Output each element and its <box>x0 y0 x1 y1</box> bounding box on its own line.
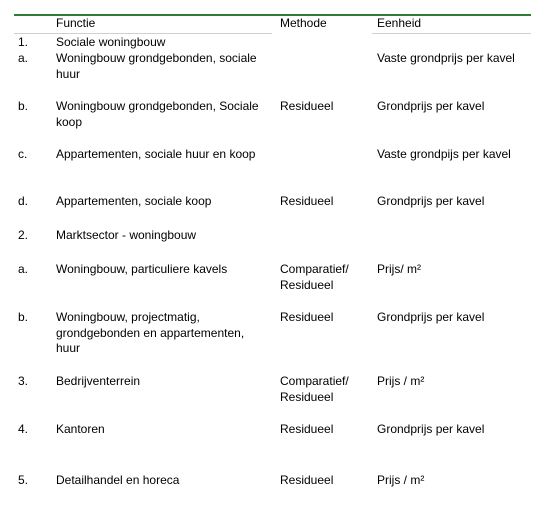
row-functie: Marktsector - woningbouw <box>56 228 197 242</box>
row-eenheid: Prijs / m² <box>377 374 425 388</box>
row-number: 2. <box>18 228 29 242</box>
row-methode: Residueel <box>280 422 334 436</box>
row-number: 1. <box>18 35 29 49</box>
row-methode: Residueel <box>280 473 334 487</box>
row-number: 3. <box>18 374 29 388</box>
row-eenheid: Prijs / m² <box>377 473 425 487</box>
row-functie: Detailhandel en horeca <box>56 473 180 487</box>
row-methode: Residueel <box>280 194 334 208</box>
row-functie: Sociale woningbouw <box>56 35 166 49</box>
row-number: c. <box>18 147 28 161</box>
row-number: b. <box>18 99 29 113</box>
row-functie: Woningbouw grondgebonden, sociale huur <box>56 51 257 81</box>
row-eenheid: Vaste grondpijs per kavel <box>377 147 511 161</box>
row-functie: Kantoren <box>56 422 105 436</box>
row-functie: Woningbouw, projectmatig, grondgebonden en appartementen, huur <box>56 310 245 355</box>
row-number: 4. <box>18 422 29 436</box>
header-methode: Methode <box>280 16 327 30</box>
header-divider-right <box>372 33 531 34</box>
row-number: a. <box>18 262 29 276</box>
row-eenheid: Grondprijs per kavel <box>377 99 485 113</box>
row-methode: Residueel <box>280 310 334 324</box>
row-eenheid: Prijs/ m² <box>377 262 421 276</box>
row-number: a. <box>18 51 29 65</box>
header-eenheid: Eenheid <box>377 16 422 30</box>
row-methode: Comparatief/ Residueel <box>280 374 349 404</box>
row-eenheid: Grondprijs per kavel <box>377 194 485 208</box>
row-number: d. <box>18 194 29 208</box>
row-number: b. <box>18 310 29 324</box>
row-methode: Residueel <box>280 99 334 113</box>
row-number: 5. <box>18 473 29 487</box>
row-eenheid: Vaste grondprijs per kavel <box>377 51 515 65</box>
header-functie: Functie <box>56 16 96 30</box>
row-functie: Bedrijventerrein <box>56 374 141 388</box>
row-functie: Woningbouw, particuliere kavels <box>56 262 228 276</box>
row-eenheid: Grondprijs per kavel <box>377 310 485 324</box>
header-divider-left <box>14 33 272 34</box>
row-functie: Appartementen, sociale koop <box>56 194 212 208</box>
row-eenheid: Grondprijs per kavel <box>377 422 485 436</box>
row-functie: Appartementen, sociale huur en koop <box>56 147 256 161</box>
row-functie: Woningbouw grondgebonden, Sociale koop <box>56 99 259 129</box>
row-methode: Comparatief/ Residueel <box>280 262 349 292</box>
